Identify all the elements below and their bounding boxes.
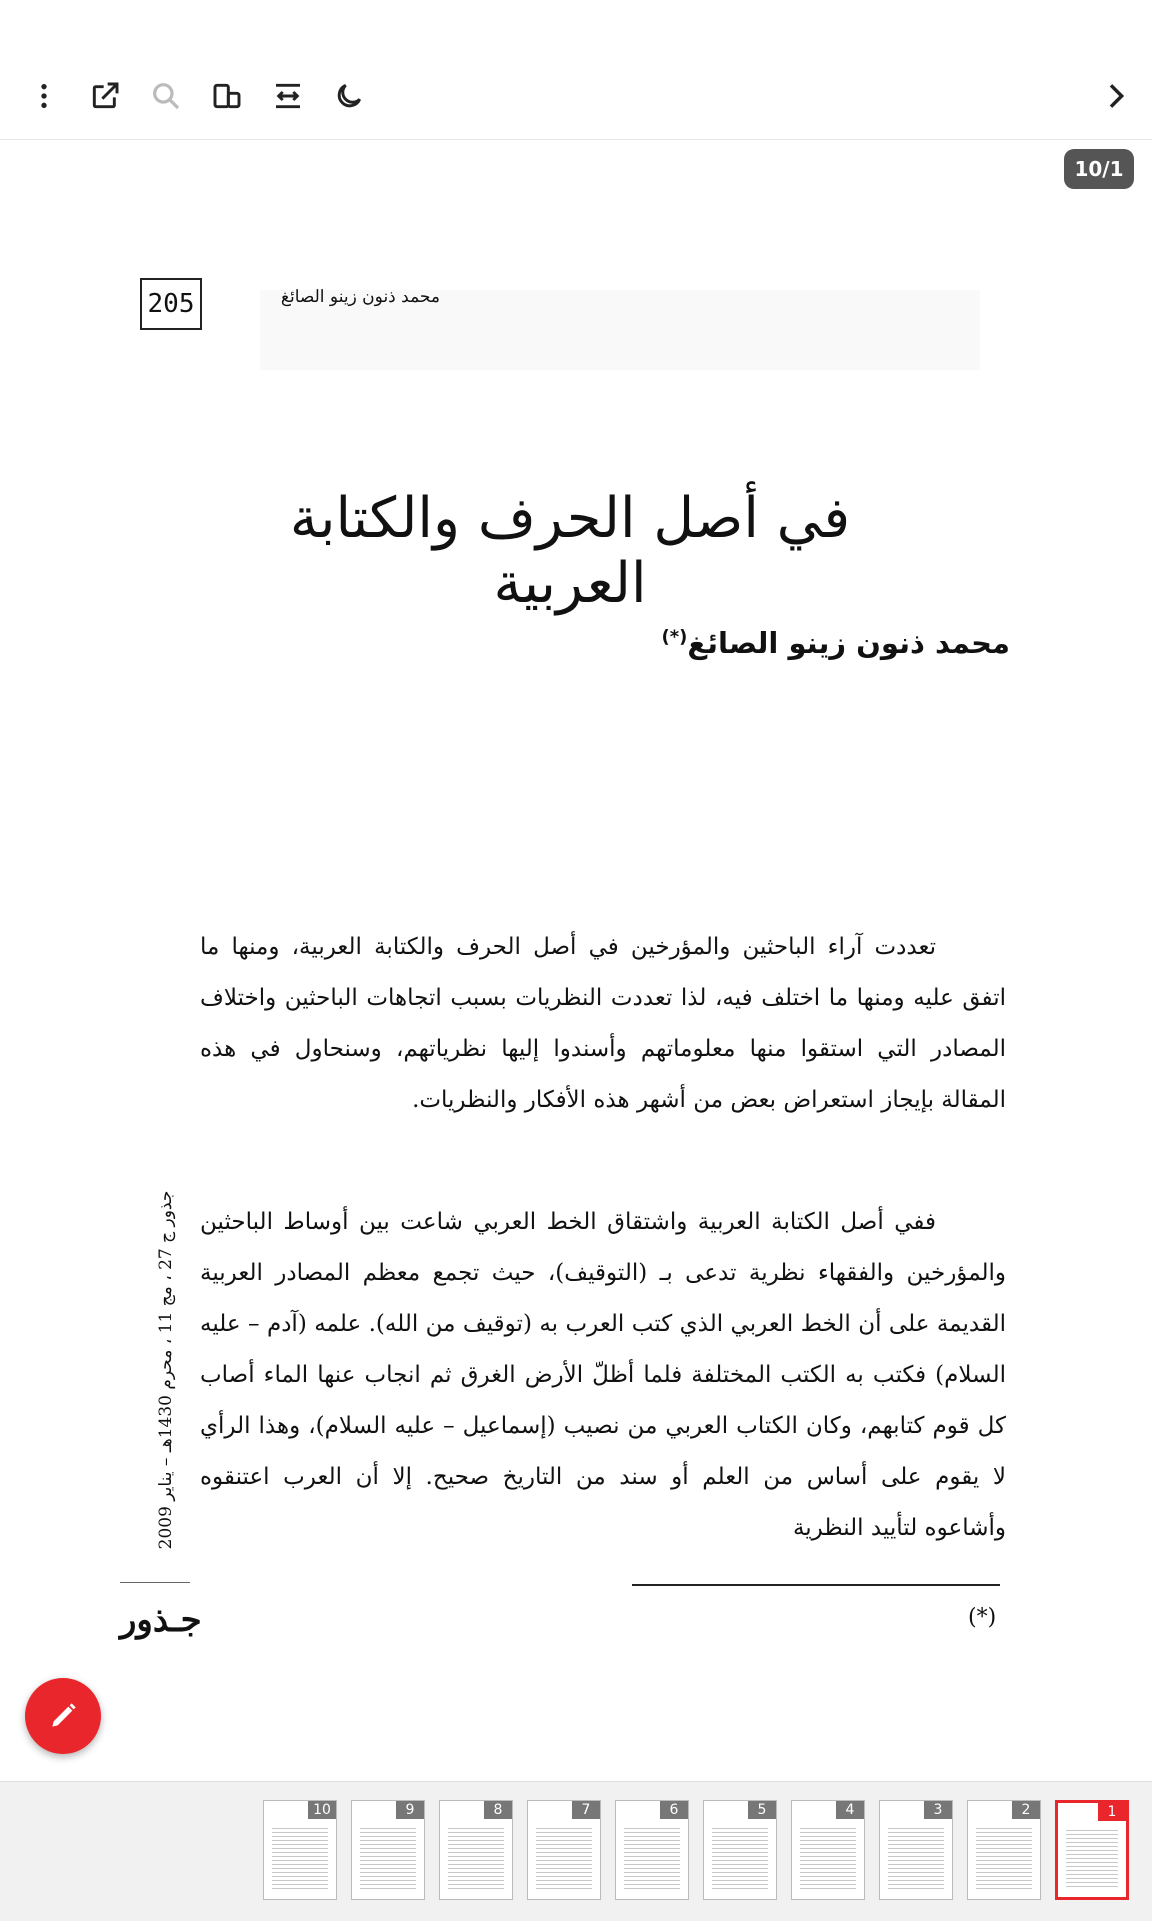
running-head: محمد ذنون زينو الصائغ	[280, 287, 440, 307]
page-thumbnail[interactable]	[703, 1800, 777, 1900]
thumbnail-page-number: 4	[836, 1801, 864, 1819]
thumbnail-page-number: 1	[1098, 1803, 1126, 1821]
thumbnail-page-number: 8	[484, 1801, 512, 1819]
page-thumbnail-active[interactable]	[1055, 1800, 1129, 1900]
side-note-text: جذور ج 27 ، مج 11 ، محرم 1430هـ – يناير 2009	[156, 1190, 176, 1550]
thumbnail-preview	[360, 1825, 416, 1889]
paragraph-text: تعددت آراء الباحثين والمؤرخين في أصل الحرف والكتابة العربية، ومنها ما اتفق عليه ومنها ما اختلف فيه، لذا تعددت النظريات بسبب اتجاهات الباحثين واختلاف المصادر التي استقوا منها معلوماتهم وأسندوا إليها نظرياتهم، وسنحاول في هذه المقالة بإيجاز استعراض بعض من أشهر هذه الأفكار والنظريات.	[200, 934, 1006, 1113]
thumbnail-page-number: 5	[748, 1801, 776, 1819]
thumbnail-preview	[1066, 1827, 1118, 1887]
open-external-icon[interactable]	[85, 76, 125, 116]
body-paragraph-1	[200, 922, 1006, 1126]
chevron-right-icon[interactable]	[1095, 76, 1135, 116]
thumbnail-preview	[800, 1825, 856, 1889]
footnote-divider	[632, 1584, 1000, 1586]
author-footnote-mark: (*)	[661, 626, 688, 648]
thumbnail-page-number: 3	[924, 1801, 952, 1819]
top-toolbar	[0, 0, 1152, 140]
dark-mode-icon[interactable]	[329, 76, 369, 116]
annotate-button[interactable]	[25, 1678, 101, 1754]
page-counter-badge: 10/1	[1064, 149, 1134, 189]
journal-logo: جـذور	[120, 1600, 202, 1640]
page-thumbnail[interactable]	[615, 1800, 689, 1900]
search-icon[interactable]	[146, 76, 186, 116]
article-title: في أصل الحرف والكتابة العربية	[289, 486, 851, 616]
fit-width-icon[interactable]	[268, 76, 308, 116]
thumbnail-preview	[712, 1825, 768, 1889]
thumbnail-page-number: 10	[308, 1801, 336, 1819]
page-thumbnail[interactable]	[791, 1800, 865, 1900]
thumbnail-page-number: 7	[572, 1801, 600, 1819]
page-thumbnail[interactable]	[439, 1800, 513, 1900]
page-thumbnail[interactable]	[967, 1800, 1041, 1900]
thumbnail-preview	[976, 1825, 1032, 1889]
divider	[120, 1582, 190, 1583]
journal-side-note	[150, 1160, 182, 1580]
thumbnail-page-number: 2	[1012, 1801, 1040, 1819]
thumbnail-page-number: 6	[660, 1801, 688, 1819]
page-thumbnail[interactable]	[351, 1800, 425, 1900]
thumbnail-preview	[448, 1825, 504, 1889]
thumbnail-preview	[536, 1825, 592, 1889]
author-name: محمد ذنون زينو الصائغ	[687, 626, 1010, 660]
thumbnail-preview	[888, 1825, 944, 1889]
pages-mode-icon[interactable]	[207, 76, 247, 116]
page-thumbnail[interactable]	[879, 1800, 953, 1900]
article-author	[560, 626, 1010, 660]
thumbnail-preview	[272, 1825, 328, 1889]
page-thumbnail[interactable]	[263, 1800, 337, 1900]
pencil-icon	[47, 1700, 79, 1732]
body-paragraph-2	[200, 1197, 1006, 1554]
paragraph-text: ففي أصل الكتابة العربية واشتقاق الخط العربي شاعت بين أوساط الباحثين والمؤرخين والفقهاء نظرية تدعى بـ (التوقيف)، حيث تجمع معظم المصادر العربية القديمة على أن الخط العربي الذي كتب العرب به (توقيف من الله). علمه (آدم – عليه السلام) فكتب به الكتب المختلفة فلما أظلّ الأرض الغرق ثم انجاب عنها الماء أصاب كل قوم كتابهم، وكان الكتاب العربي من نصيب (إسماعيل – عليه السلام)، وهذا الرأي لا يقوم على أساس من العلم أو سند من التاريخ صحيح. إلا أن العرب اعتنقوه وأشاعوه لتأييد النظرية	[200, 1209, 1006, 1541]
more-vertical-icon[interactable]	[24, 76, 64, 116]
page-thumbnail-strip	[0, 1781, 1152, 1921]
thumbnail-page-number: 9	[396, 1801, 424, 1819]
footnote-mark: (*)	[968, 1605, 997, 1630]
thumbnail-preview	[624, 1825, 680, 1889]
page-number: 205	[140, 278, 202, 330]
page-thumbnail[interactable]	[527, 1800, 601, 1900]
